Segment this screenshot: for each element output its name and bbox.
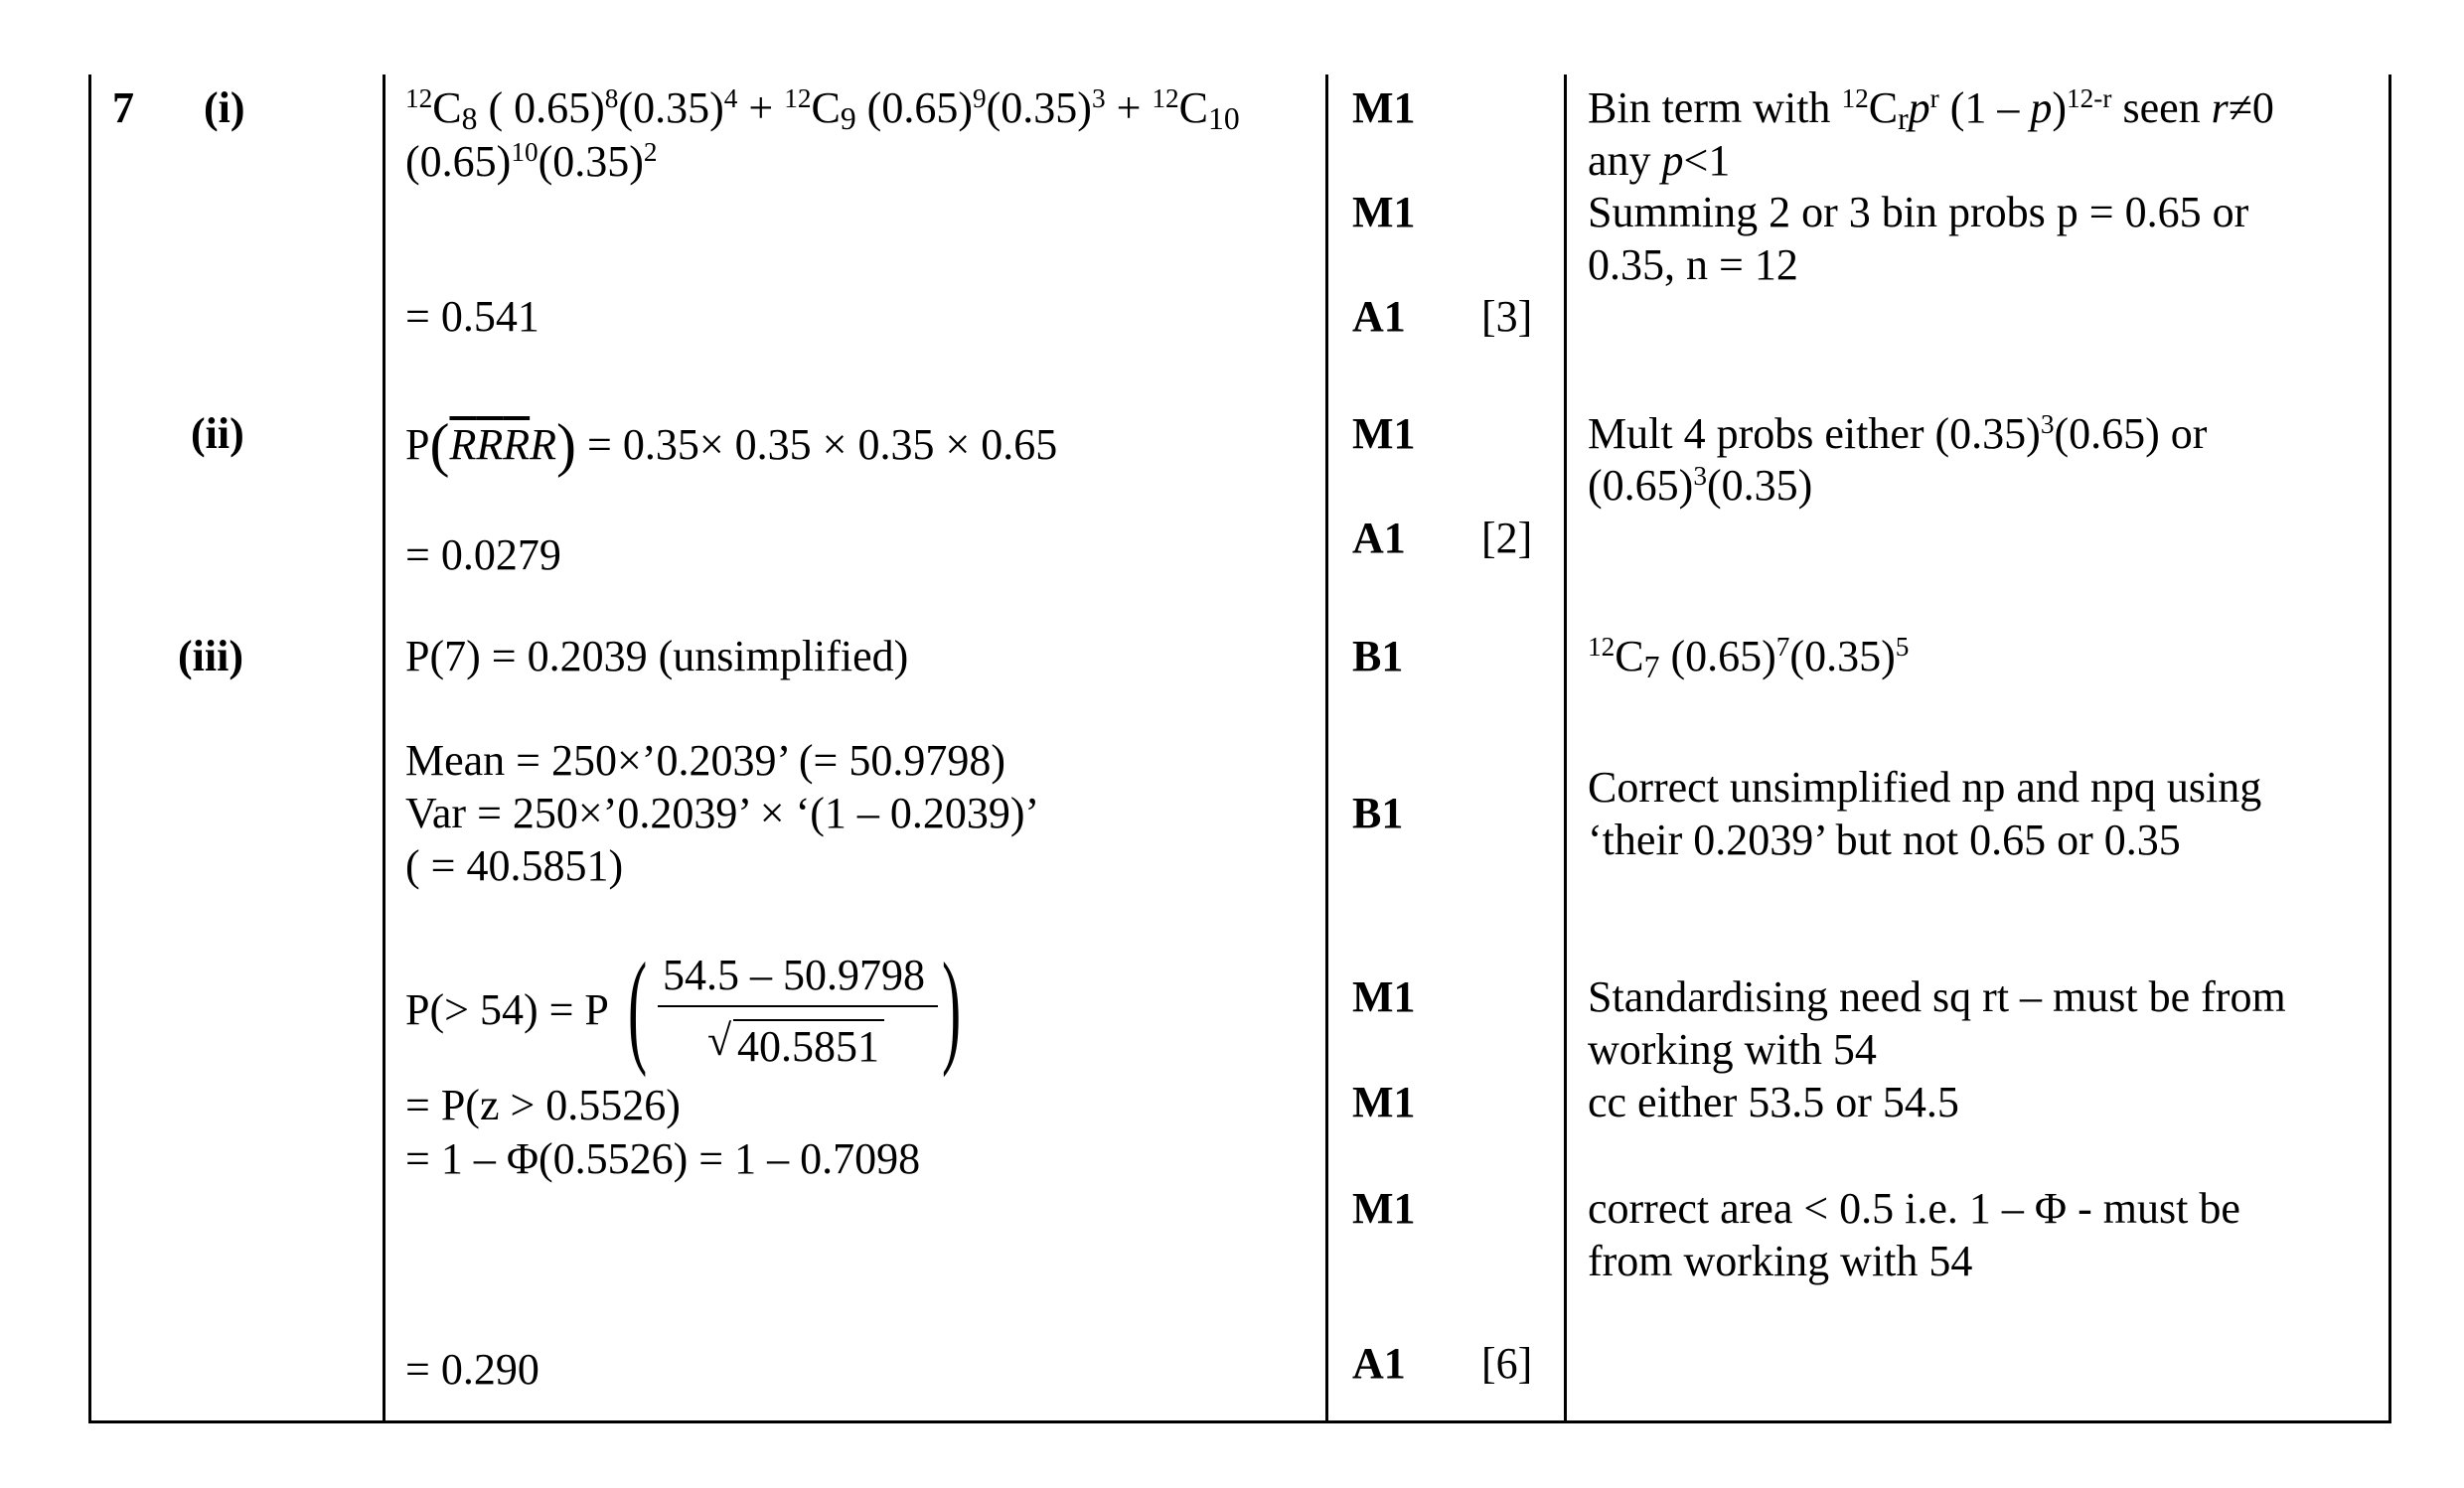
part-iii-mark-2: B1 <box>1352 789 1404 837</box>
part-iii-phi-line: = 1 – Φ(0.5526) = 1 – 0.7098 <box>405 1134 921 1183</box>
part-iii-variance: Var = 250×’0.2039’ × ‘(1 – 0.2039)’ <box>405 789 1040 837</box>
part-ii-guidance-1: Mult 4 probs either $(0.35)^3(0.65)$ or <box>1588 409 2208 458</box>
part-i-guidance-4: 0.35, n = 12 <box>1588 240 1798 289</box>
col-divider-answer <box>383 74 385 1423</box>
fraction-denominator: 40.5851 <box>737 1022 879 1071</box>
table-bottom-border <box>88 1420 2391 1423</box>
fraction-numerator: 54.5 – 50.9798 <box>663 951 925 999</box>
part-iii-guidance-b1a: $^{12}C_7$ $(0.65)^7(0.35)^5$ <box>1588 632 1910 684</box>
part-ii-result: = 0.0279 <box>405 530 561 579</box>
part-ii-mark-2: A1 <box>1352 514 1406 562</box>
sqrt-symbol: √ <box>707 1016 732 1065</box>
part-i-mark-1: M1 <box>1352 83 1416 132</box>
col-divider-marks <box>1325 74 1328 1423</box>
part-iii-mark-6: A1 <box>1352 1339 1406 1388</box>
part-i-guidance-3: Summing 2 or 3 bin probs p = 0.65 or <box>1588 188 2249 236</box>
fraction-left-paren: ( <box>628 937 648 1078</box>
part-iii-result: = 0.290 <box>405 1345 539 1394</box>
part-iii-mark-3: M1 <box>1352 972 1416 1021</box>
part-iii-guidance-m1b: cc either 53.5 or 54.5 <box>1588 1078 1959 1126</box>
part-ii-probability: $P(\overline{R}\overline{R}\overline{R}R) = 0.35\times 0.35 \times 0.35 \times 0.65$ <box>405 412 1058 478</box>
part-iii-z-line: = P(z > 0.5526) <box>405 1081 681 1129</box>
part-i-expression-line-1: $^{12}C_8$ ( $0.65)^8(0.35)^4 + ^{12}C_9$ $(0.65)^9(0.35)^3 + ^{12}C_{10}$ <box>405 83 1240 136</box>
part-i-guidance-2: any p<1 <box>1588 136 1731 185</box>
part-i-result: = 0.541 <box>405 292 539 341</box>
part-i-total: [3] <box>1481 292 1533 341</box>
col-divider-guidance <box>1564 74 1567 1423</box>
table-left-border <box>88 74 91 1423</box>
part-iii-mark-5: M1 <box>1352 1184 1416 1233</box>
part-iii-guidance-b1b-1: Correct unsimplified np and npq using <box>1588 763 2262 812</box>
part-i-mark-2: M1 <box>1352 188 1416 236</box>
part-iii-variance-value: ( = 40.5851) <box>405 841 624 890</box>
part-label-iii: (iii) <box>178 632 243 680</box>
part-iii-mark-4: M1 <box>1352 1078 1416 1126</box>
part-iii-guidance-m1a-2: working with 54 <box>1588 1025 1877 1074</box>
part-iii-standardise-lhs: P(> 54) = P <box>405 985 609 1034</box>
part-iii-guidance-m1a-1: Standardising need sq rt – must be from <box>1588 972 2286 1021</box>
part-iii-guidance-b1b-2: ‘their 0.2039’ but not 0.65 or 0.35 <box>1588 816 2181 864</box>
part-iii-total: [6] <box>1481 1339 1533 1388</box>
part-iii-mark-1: B1 <box>1352 632 1404 680</box>
part-iii-guidance-m1c-2: from working with 54 <box>1588 1237 1973 1285</box>
part-i-guidance-1: Bin term with $^{12}C_rp^r$ (1 – p)$^{12-r}$ seen r≠0 <box>1588 83 2274 136</box>
part-iii-guidance-m1c-1: correct area < 0.5 i.e. 1 – Φ - must be <box>1588 1184 2240 1233</box>
fraction-right-paren: ) <box>942 937 962 1078</box>
sqrt-overbar <box>733 1019 884 1021</box>
question-number: 7 <box>112 83 134 132</box>
fraction-bar <box>658 1005 938 1007</box>
part-ii-total: [2] <box>1481 514 1533 562</box>
part-ii-guidance-2: $(0.65)^3(0.35)$ <box>1588 461 1813 510</box>
part-ii-mark-1: M1 <box>1352 409 1416 458</box>
part-iii-mean: Mean = 250×’0.2039’ (= 50.9798) <box>405 736 1005 785</box>
part-iii-p7: P(7) = 0.2039 (unsimplified) <box>405 632 909 680</box>
table-right-border <box>2388 74 2391 1423</box>
part-i-mark-3: A1 <box>1352 292 1406 341</box>
part-label-i: (i) <box>204 83 245 132</box>
part-i-expression-line-2: $(0.65)^{10}(0.35)^2$ <box>405 137 658 186</box>
part-label-ii: (ii) <box>191 409 244 458</box>
